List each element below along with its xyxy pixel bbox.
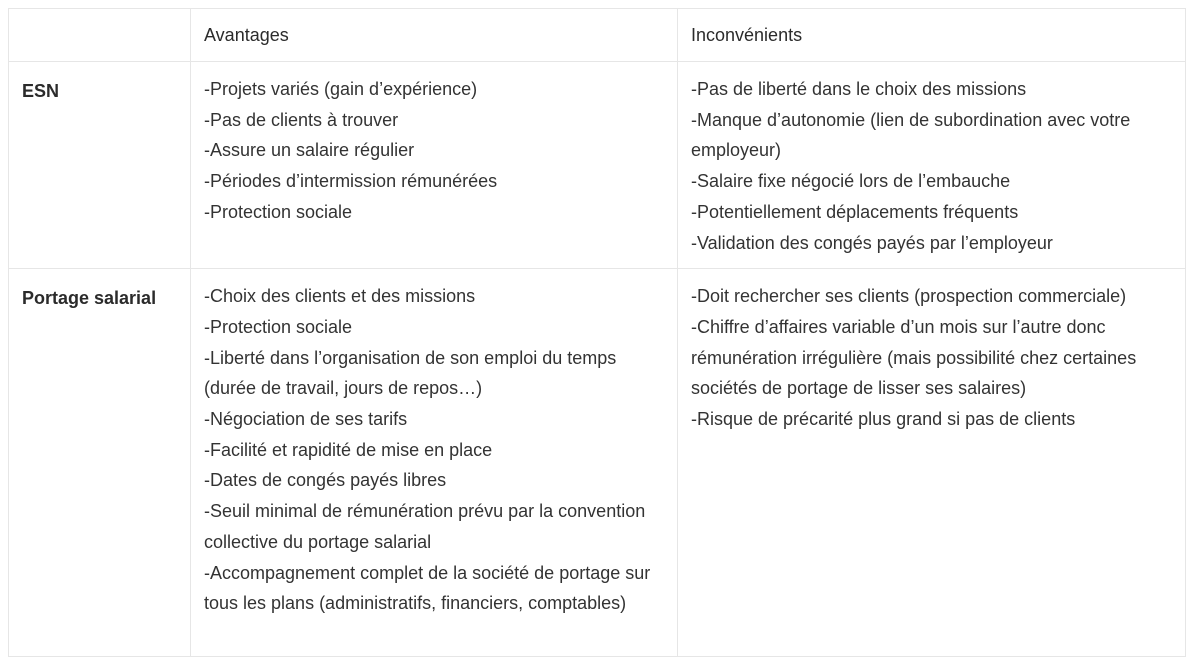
- list-item: -Accompagnement complet de la société de portage sur tous les plans (administratifs, financiers, comptables): [204, 562, 651, 614]
- list-item: -Protection sociale: [204, 201, 353, 222]
- header-avantages: Avantages: [191, 9, 678, 62]
- header-row: [9, 9, 1186, 62]
- list-item: -Liberté dans l’organisation de son emploi du temps (durée de travail, jours de repos…): [204, 347, 617, 399]
- list-item: -Manque d’autonomie (lien de subordination avec votre employeur): [691, 109, 1131, 161]
- table-row-portage: [9, 269, 1186, 657]
- list-item: -Doit rechercher ses clients (prospection commerciale): [691, 286, 1127, 307]
- row-label: Portage salarial: [9, 269, 191, 657]
- list-item: -Facilité et rapidité de mise en place: [204, 439, 493, 460]
- inconvenients-cell: [678, 269, 1186, 657]
- inconvenients-cell: [678, 62, 1186, 269]
- list-item: -Chiffre d’affaires variable d’un mois sur l’autre donc rémunération irrégulière (mais possibilité chez certaines sociétés de portage de lisser ses salaires): [691, 316, 1137, 399]
- row-label: ESN: [9, 62, 191, 269]
- list-item: -Risque de précarité plus grand si pas de clients: [691, 409, 1076, 430]
- list-item: -Protection sociale: [204, 316, 353, 337]
- list-item: -Seuil minimal de rémunération prévu par la convention collective du portage salarial: [204, 501, 646, 552]
- list-item: -Pas de clients à trouver: [204, 109, 399, 130]
- avantages-cell: [191, 269, 678, 657]
- header-inconvenients: Inconvénients: [678, 9, 1186, 62]
- avantages-cell: [191, 62, 678, 269]
- table-row-esn: [9, 62, 1186, 269]
- list-item: -Salaire fixe négocié lors de l’embauche: [691, 171, 1011, 192]
- list-item: -Projets variés (gain d’expérience): [204, 79, 478, 99]
- list-item: -Assure un salaire régulier: [204, 140, 415, 161]
- list-item: -Périodes d’intermission rémunérées: [204, 171, 498, 192]
- list-item: -Choix des clients et des missions: [204, 286, 476, 307]
- list-item: -Négociation de ses tarifs: [204, 409, 408, 430]
- list-item: -Potentiellement déplacements fréquents: [691, 201, 1019, 222]
- list-item: -Dates de congés payés libres: [204, 470, 447, 491]
- header-empty: [9, 9, 191, 62]
- comparison-table: [8, 8, 1186, 657]
- list-item: -Pas de liberté dans le choix des missions: [691, 79, 1027, 99]
- list-item: -Validation des congés payés par l’employeur: [691, 232, 1053, 253]
